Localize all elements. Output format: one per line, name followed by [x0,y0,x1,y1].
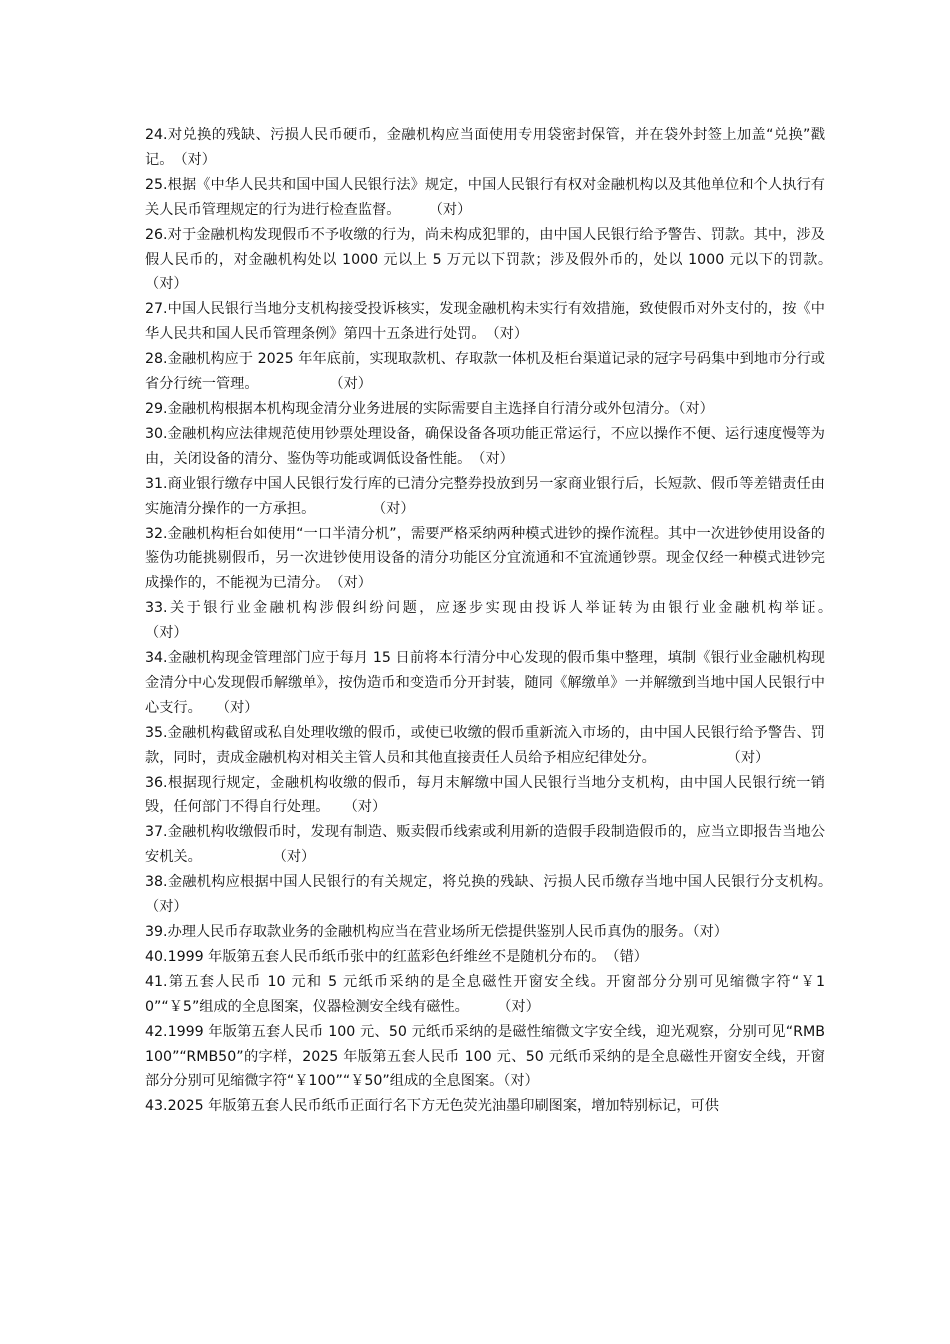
question-36: 36.根据现行规定，金融机构收缴的假币，每月末解缴中国人民银行当地分支机构，由中国人民银行统一销毁，任何部门不得自行处理。 （对） [145,774,825,816]
question-33: 33.关于银行业金融机构涉假纠纷问题，应逐步实现由投诉人举证转为由银行业金融机构举证。 （对） [145,600,896,642]
document-page [145,123,896,1119]
question-43: 43.2025 年版第五套人民币纸币正面行名下方无色荧光油墨印刷图案，增加特别标记，可供 [145,1098,719,1115]
question-29: 29.金融机构根据本机构现金清分业务进展的实际需要自主选择自行清分或外包清分。（对） [145,400,714,417]
question-42: 42.1999 年版第五套人民币 100 元、50 元纸币采纳的是磁性缩微文字安全线，迎光观察，分别可见“RMB100”“RMB50”的字样，2025 年版第五套人民币 100 元、50 元纸币采纳的是全息磁性开窗安全线，开窗部分分别可见缩微字符“￥100”“￥50”组成的全息图案。（对） [145,1023,825,1090]
question-27: 27.中国人民银行当地分支机构接受投诉核实，发现金融机构未实行有效措施，致使假币对外支付的，按《中华人民共和国人民币管理条例》第四十五条进行处罚。 （对） [145,301,825,343]
question-32: 32.金融机构柜台如使用“一口半清分机”，需要严格采纳两种模式进钞的操作流程。其中一次进钞使用设备的鉴伪功能挑剔假币，另一次进钞使用设备的清分功能区分宜流通和不宜流通钞票。现金仅经一种模式进钞完成操作的，不能视为已清分。 （对） [145,525,825,592]
question-25: 25.根据《中华人民共和国中国人民银行法》规定，中国人民银行有权对金融机构以及其他单位和个人执行有关人民币管理规定的行为进行检查监督。 （对） [145,176,825,218]
question-38: 38.金融机构应根据中国人民银行的有关规定，将兑换的残缺、污损人民币缴存当地中国人民银行分支机构。 （对） [145,874,840,916]
question-41: 41.第五套人民币 10 元和 5 元纸币采纳的是全息磁性开窗安全线。开窗部分分别可见缩微字符“￥10”“￥5”组成的全息图案，仪器检测安全线有磁性。 （对） [145,973,825,1015]
question-31: 31.商业银行缴存中国人民银行发行库的已清分完整券投放到另一家商业银行后，长短款、假币等差错责任由实施清分操作的一方承担。 （对） [145,475,825,517]
question-37: 37.金融机构收缴假币时，发现有制造、贩卖假币线索或利用新的造假手段制造假币的，应当立即报告当地公安机关。 （对） [145,824,825,866]
question-35: 35.金融机构截留或私自处理收缴的假币，或使已收缴的假币重新流入市场的，由中国人民银行给予警告、罚款，同时，责成金融机构对相关主管人员和其他直接责任人员给予相应纪律处分。 （对） [145,724,825,766]
question-30: 30.金融机构应法律规范使用钞票处理设备，确保设备各项功能正常运行，不应以操作不便、运行速度慢等为由，关闭设备的清分、鉴伪等功能或调低设备性能。 （对） [145,425,825,467]
question-34: 34.金融机构现金管理部门应于每月 15 日前将本行清分中心发现的假币集中整理，填制《银行业金融机构现金清分中心发现假币解缴单》，按伪造币和变造币分开封装，随同《解缴单》一并解缴到当地中国人民银行中心支行。 （对） [145,650,825,716]
question-28: 28.金融机构应于 2025 年年底前，实现取款机、存取款一体机及柜台渠道记录的冠字号码集中到地市分行或省分行统一管理。 （对） [145,351,825,393]
question-40: 40.1999 年版第五套人民币纸币张中的红蓝彩色纤维丝不是随机分布的。 （错） [145,948,648,965]
question-39: 39.办理人民币存取款业务的金融机构应当在营业场所无偿提供鉴别人民币真伪的服务。（对） [145,924,728,940]
question-26: 26.对于金融机构发现假币不予收缴的行为，尚未构成犯罪的，由中国人民银行给予警告、罚款。其中，涉及假人民币的，对金融机构处以 1000 元以上 5 万元以下罚款；涉及假外币的，处以 1000 元以下的罚款。 （对） [145,226,882,293]
question-24: 24.对兑换的残缺、污损人民币硬币，金融机构应当面使用专用袋密封保管，并在袋外封签上加盖“兑换”戳记。 （对） [145,127,825,168]
